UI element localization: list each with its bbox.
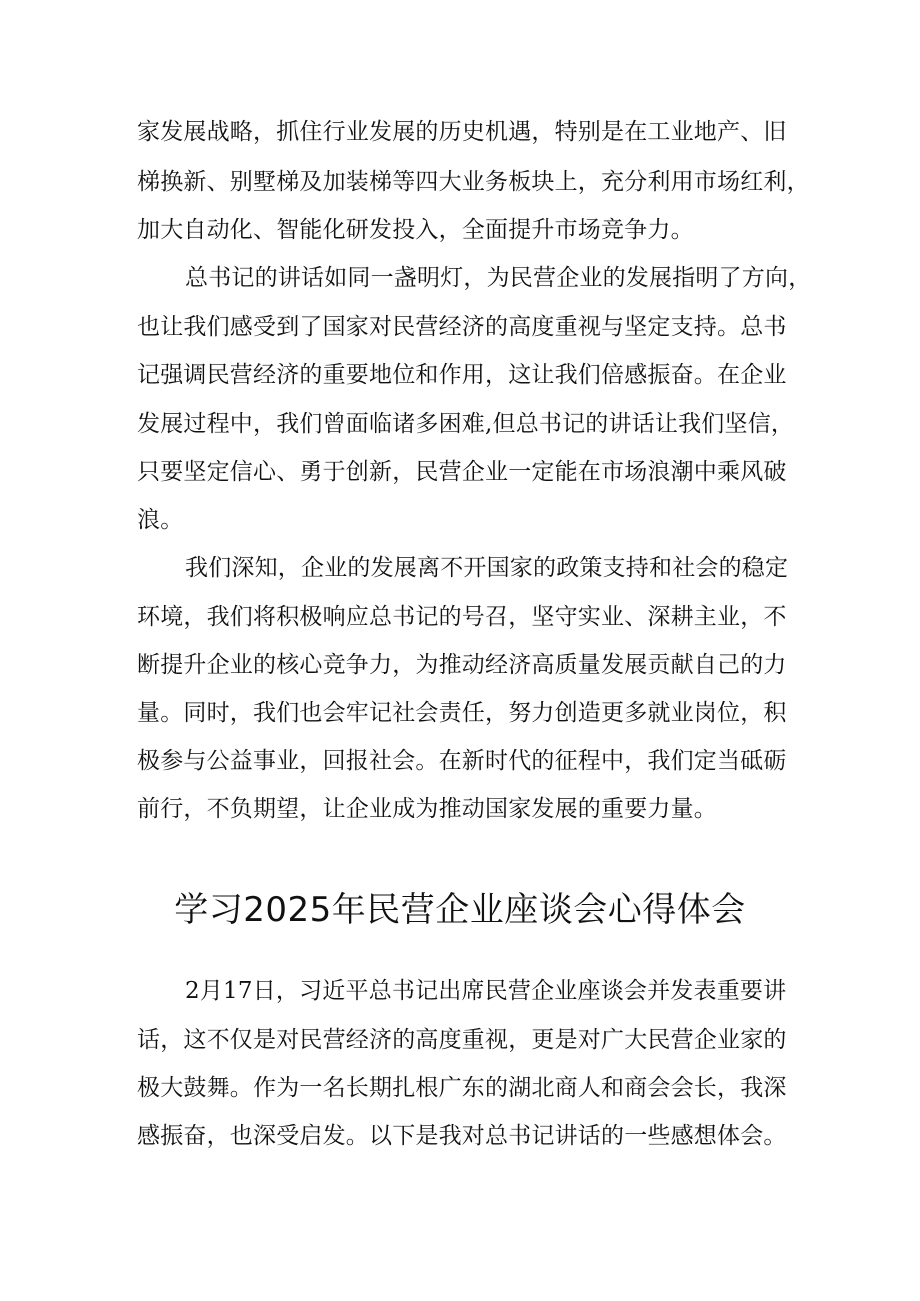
text-line: 量。同时，我们也会牢记社会责任，努力创造更多就业岗位，积 [137, 700, 787, 726]
text-line: 极大鼓舞。作为一名长期扎根广东的湖北商人和商会会长，我深 [137, 1075, 787, 1101]
text-line: 记强调民营经济的重要地位和作用，这让我们倍感振奋。在企业 [137, 362, 787, 388]
text-line: 前行，不负期望，让企业成为推动国家发展的重要力量。 [137, 796, 717, 822]
text-line: 家发展战略，抓住行业发展的历史机遇，特别是在工业地产、旧 [137, 119, 787, 145]
text-line: 总书记的讲话如同一盏明灯，为民营企业的发展指明了方向， [185, 265, 812, 291]
text-line: 话，这不仅是对民营经济的高度重视，更是对广大民营企业家的 [137, 1027, 787, 1053]
text-line: 我们深知，企业的发展离不开国家的政策支持和社会的稳定 [185, 555, 789, 581]
text-line: 极参与公益事业，回报社会。在新时代的征程中，我们定当砥砺 [137, 748, 787, 774]
text-line: 断提升企业的核心竞争力，为推动经济高质量发展贡献自己的力 [137, 652, 787, 678]
text-line: 环境，我们将积极响应总书记的号召，坚守实业、深耕主业，不 [137, 604, 787, 630]
text-line: 加大自动化、智能化研发投入，全面提升市场竞争力。 [137, 217, 694, 243]
text-line: 2月17日，习近平总书记出席民营企业座谈会并发表重要讲 [185, 978, 787, 1004]
text-line: 也让我们感受到了国家对民营经济的高度重视与坚定支持。总书 [137, 314, 787, 340]
text-line: 浪。 [137, 507, 184, 533]
text-line: 梯换新、别墅梯及加装梯等四大业务板块上，充分利用市场红利， [137, 169, 810, 195]
text-line: 只要坚定信心、勇于创新，民营企业一定能在市场浪潮中乘风破 [137, 459, 787, 485]
text-line: 发展过程中，我们曾面临诸多困难,但总书记的讲话让我们坚信， [137, 411, 795, 437]
text-line: 感振奋，也深受启发。以下是我对总书记讲话的一些感想体会。 [137, 1123, 787, 1149]
article-title: 学习2025年民营企业座谈会心得体会 [174, 890, 746, 930]
